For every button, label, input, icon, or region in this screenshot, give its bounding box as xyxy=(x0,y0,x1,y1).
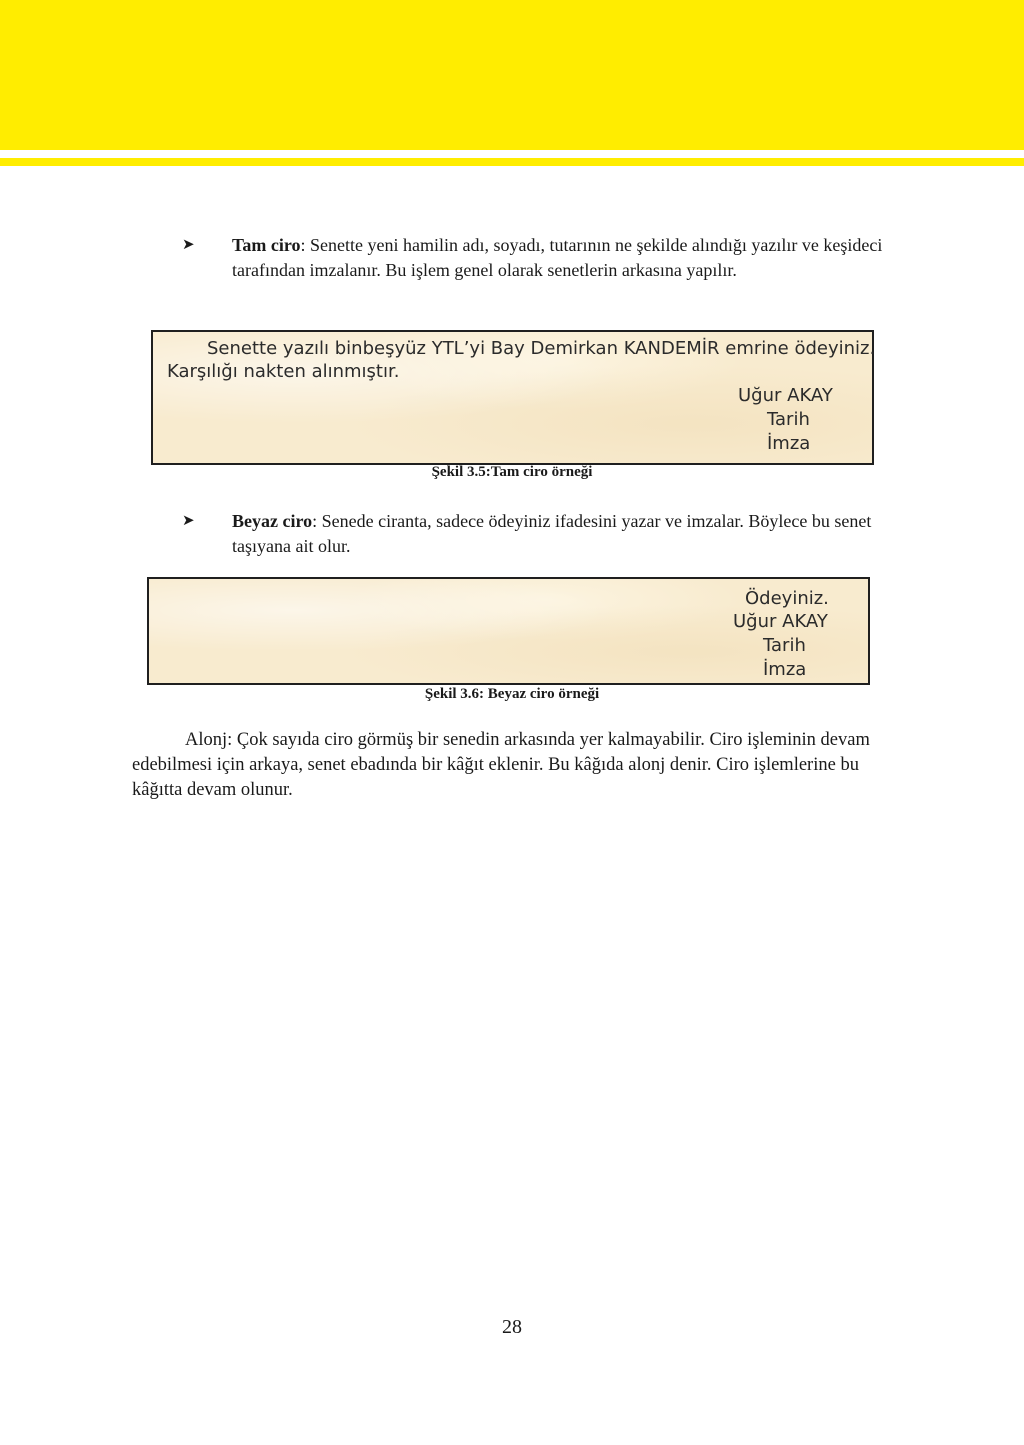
header-rule xyxy=(0,158,1024,166)
bullet-beyaz-ciro xyxy=(182,509,902,559)
note-signature-name: Uğur AKAY xyxy=(733,611,828,632)
note-signature-label: İmza xyxy=(767,433,811,454)
note-signature-label: İmza xyxy=(763,659,807,680)
arrow-bullet-icon: ➤ xyxy=(182,513,195,529)
page-number: 28 xyxy=(502,1316,522,1338)
note-date-label: Tarih xyxy=(763,635,806,656)
note-line: Karşılığı nakten alınmıştır. xyxy=(167,361,400,382)
note-line: Senette yazılı binbeşyüz YTL’yi Bay Demirkan KANDEMİR emrine ödeyiniz. xyxy=(207,338,876,359)
note-date-label: Tarih xyxy=(767,409,810,430)
note-signature-name: Uğur AKAY xyxy=(738,385,833,406)
header-band xyxy=(0,0,1024,150)
figure-caption: Şekil 3.6: Beyaz ciro örneği xyxy=(424,686,600,702)
figure-caption: Şekil 3.5:Tam ciro örneği xyxy=(431,464,593,480)
bullet-tam-ciro xyxy=(182,233,902,283)
figure-beyaz-ciro-note xyxy=(147,577,870,685)
bullet-body: : Senette yeni hamilin adı, soyadı, tutarının ne şekilde alındığı yazılır ve keşideci tarafından imzalanır. Bu işlem genel olarak senetlerin arkasına yapılır. xyxy=(232,235,883,280)
bullet-term: Beyaz ciro xyxy=(232,511,313,531)
bullet-body: : Senede ciranta, sadece ödeyiniz ifadesini yazar ve imzalar. Böylece bu senet taşıyana ait olur. xyxy=(232,511,872,556)
bullet-term: Tam ciro xyxy=(232,235,301,255)
bullet-text xyxy=(232,509,902,559)
note-line: Ödeyiniz. xyxy=(745,588,829,609)
figure-tam-ciro-note xyxy=(151,330,874,465)
bullet-text xyxy=(232,233,902,283)
arrow-bullet-icon: ➤ xyxy=(182,237,195,253)
body-paragraph: Alonj: Çok sayıda ciro görmüş bir senedin arkasında yer kalmayabilir. Ciro işleminin devam edebilmesi için arkaya, senet ebadında bir kâğıt eklenir. Bu kâğıda alonj denir. Ciro işlemlerine bu kâğıtta devam olunur. xyxy=(132,730,870,800)
